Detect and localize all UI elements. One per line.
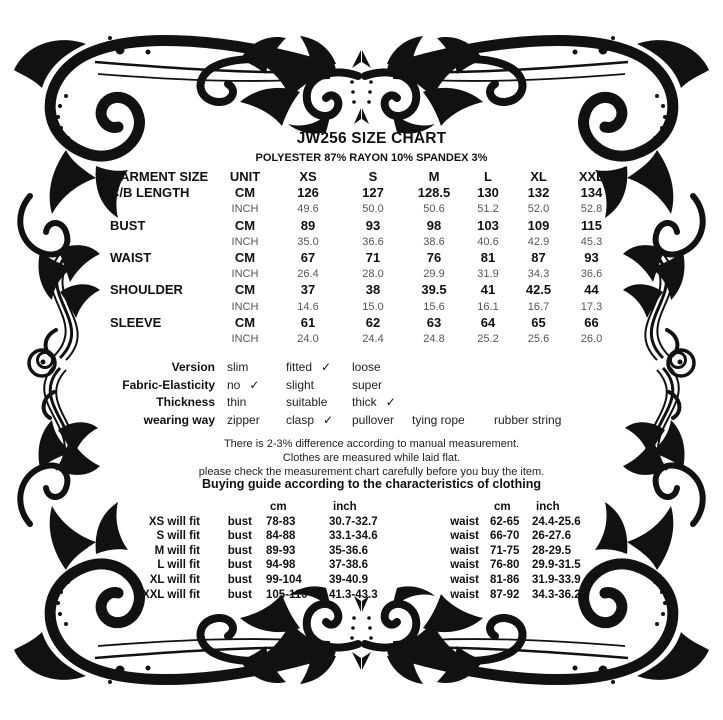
measure-label: SHOULDER	[110, 282, 183, 298]
attribute-option: fitted ✓	[286, 360, 332, 374]
value-cell: 66-70	[490, 530, 520, 543]
attribute-option: no ✓	[227, 377, 260, 392]
buying-guide-row	[140, 588, 621, 603]
part-label: waist	[450, 530, 479, 543]
attribute-option: zipper	[227, 412, 260, 427]
value-cell: 30.7-32.7	[329, 515, 378, 528]
value-cell: 31.9	[477, 268, 499, 281]
value-cell: 24.4	[362, 333, 384, 346]
column-header: inch	[536, 501, 560, 513]
value-cell: 26.4	[297, 268, 319, 281]
value-cell: 40.6	[477, 235, 499, 248]
value-cell: 15.0	[362, 300, 384, 313]
column-header: S	[368, 169, 378, 184]
unit-cell: CM	[234, 250, 256, 266]
checkmark-icon: ✓	[323, 412, 334, 427]
column-header: UNIT	[229, 169, 261, 184]
attribute-option: thin	[227, 395, 247, 409]
value-cell: 44	[584, 282, 599, 298]
value-cell: 132	[527, 185, 550, 201]
buying-guide-row	[140, 558, 621, 573]
table-row	[110, 266, 619, 282]
measure-label: WAIST	[110, 250, 152, 266]
part-label: waist	[450, 515, 479, 528]
value-cell: 76-80	[490, 559, 520, 572]
unit-cell: INCH	[231, 333, 259, 346]
attribute-option: slim	[227, 360, 249, 374]
value-cell: 81	[480, 250, 496, 266]
value-cell: 42.5	[525, 282, 552, 298]
value-cell: 35-36.6	[329, 544, 369, 557]
measure-label	[110, 201, 215, 217]
value-cell: 38	[365, 282, 381, 298]
value-cell: 81-86	[490, 573, 520, 586]
attribute-option: super	[352, 377, 383, 392]
buying-guide-row	[140, 529, 621, 544]
page-title: JW256 SIZE CHART	[296, 130, 447, 147]
part-label: bust	[227, 530, 252, 543]
buying-guide-row	[140, 515, 621, 530]
table-row	[110, 201, 619, 217]
table-row	[110, 299, 619, 315]
value-cell: 28.0	[362, 268, 384, 281]
size-fit-label: L will fit	[157, 559, 200, 572]
value-cell: 50.6	[423, 203, 445, 216]
value-cell: 38.6	[423, 235, 445, 248]
column-header: GARMENT SIZE	[110, 169, 209, 184]
size-fit-label: XL will fit	[149, 573, 200, 586]
table-row	[110, 185, 619, 201]
table-row	[110, 331, 619, 347]
value-cell: 37-38.6	[329, 559, 369, 572]
part-label: bust	[227, 573, 252, 586]
value-cell: 89-93	[266, 544, 296, 557]
note-line: There is 2-3% difference according to manual measurement.	[223, 438, 520, 450]
attribute-option: pullover	[352, 412, 395, 427]
value-cell: 87-92	[490, 588, 520, 601]
attribute-row-wearing-way	[98, 412, 592, 430]
fabric-composition: POLYESTER 87% RAYON 10% SPANDEX 3%	[255, 152, 488, 164]
value-cell: 51.2	[477, 203, 499, 216]
part-label: waist	[450, 559, 479, 572]
size-fit-label: XS will fit	[148, 515, 200, 528]
value-cell: 62	[365, 314, 381, 330]
value-cell: 28-29.5	[532, 544, 572, 557]
attribute-option: loose	[352, 360, 381, 374]
checkmark-icon: ✓	[321, 360, 332, 374]
buying-guide-row	[140, 573, 621, 588]
value-cell: 50.0	[362, 203, 384, 216]
value-cell: 41.3-43.3	[329, 588, 378, 601]
part-label: waist	[450, 588, 479, 601]
value-cell: 94-98	[266, 559, 296, 572]
value-cell: 34.3-36.2	[532, 588, 581, 601]
value-cell: 63	[426, 314, 442, 330]
value-cell: 39-40.9	[329, 573, 369, 586]
value-cell: 65	[531, 314, 546, 330]
part-label: bust	[227, 559, 252, 572]
value-cell: 33.1-34.6	[329, 530, 378, 543]
table-row	[110, 234, 619, 250]
attribute-option: thick ✓	[352, 395, 396, 409]
unit-cell: CM	[234, 185, 256, 201]
table-row	[110, 282, 619, 298]
value-cell: 17.3	[580, 300, 603, 313]
attribute-row-elasticity	[98, 377, 592, 395]
column-header: L	[484, 169, 492, 184]
measure-label: BUST	[110, 217, 146, 233]
column-header: inch	[333, 501, 357, 513]
value-cell: 71-75	[490, 544, 520, 557]
note-line: please check the measurement chart carefully before you buy the item.	[198, 466, 545, 478]
attribute-option: slight	[286, 377, 315, 392]
attribute-row-thickness	[98, 394, 592, 412]
size-fit-label: M will fit	[154, 544, 200, 557]
part-label: bust	[227, 515, 252, 528]
value-cell: 34.3	[527, 268, 550, 281]
checkmark-icon: ✓	[249, 377, 260, 392]
table-row	[110, 315, 619, 331]
value-cell: 41	[480, 282, 496, 298]
value-cell: 109	[527, 217, 550, 233]
value-cell: 42.9	[527, 235, 550, 248]
size-measurement-table	[110, 169, 619, 347]
table-row	[110, 218, 619, 234]
value-cell: 29.9-31.5	[532, 559, 581, 572]
measure-label	[110, 266, 215, 282]
checkmark-icon: ✓	[385, 395, 396, 409]
value-cell: 25.6	[527, 333, 550, 346]
value-cell: 16.7	[527, 300, 550, 313]
column-header: XL	[530, 169, 547, 184]
column-header: XXL	[578, 169, 605, 184]
value-cell: 71	[365, 250, 381, 266]
attribute-row-version	[98, 359, 592, 377]
column-header: cm	[270, 501, 287, 513]
value-cell: 37	[300, 282, 316, 298]
unit-cell: CM	[234, 282, 256, 298]
part-label: waist	[450, 573, 479, 586]
value-cell: 25.2	[477, 333, 499, 346]
value-cell: 31.9-33.9	[532, 573, 581, 586]
value-cell: 66	[584, 314, 599, 330]
value-cell: 89	[300, 217, 316, 233]
value-cell: 36.6	[362, 235, 384, 248]
value-cell: 128.5	[417, 185, 451, 201]
part-label: waist	[450, 544, 479, 557]
table-row	[110, 250, 619, 266]
value-cell: 15.6	[423, 300, 445, 313]
attribute-option: tying rope	[412, 412, 465, 427]
part-label: bust	[227, 588, 252, 601]
buying-guide-header-row	[140, 500, 621, 515]
value-cell: 127	[362, 185, 384, 201]
unit-cell: INCH	[231, 268, 259, 281]
value-cell: 115	[581, 217, 602, 233]
buying-guide-table	[140, 500, 621, 602]
measure-label	[110, 234, 215, 250]
attribute-option: clasp ✓	[286, 412, 334, 427]
measure-label: C/B LENGTH	[110, 185, 190, 201]
value-cell: 99-104	[266, 573, 302, 586]
value-cell: 76	[426, 250, 442, 266]
measure-label	[110, 299, 215, 315]
unit-cell: CM	[234, 314, 256, 330]
value-cell: 26.0	[580, 333, 603, 346]
value-cell: 87	[531, 250, 546, 266]
value-cell: 24.4-25.6	[532, 515, 581, 528]
unit-cell: INCH	[231, 235, 259, 248]
value-cell: 14.6	[297, 300, 319, 313]
unit-cell: CM	[234, 217, 256, 233]
measure-label: SLEEVE	[110, 314, 162, 330]
measure-label	[110, 331, 215, 347]
value-cell: 130	[477, 185, 499, 201]
value-cell: 49.6	[297, 203, 319, 216]
value-cell: 78-83	[266, 515, 296, 528]
value-cell: 24.0	[297, 333, 319, 346]
value-cell: 16.1	[477, 300, 499, 313]
value-cell: 26-27.6	[532, 530, 572, 543]
attribute-label: Fabric-Elasticity	[122, 377, 215, 392]
column-header: cm	[494, 501, 511, 513]
size-fit-label: XXL will fit	[142, 588, 200, 601]
value-cell: 61	[300, 314, 316, 330]
column-header: M	[428, 169, 440, 184]
value-cell: 45.3	[580, 235, 603, 248]
value-cell: 29.9	[423, 268, 445, 281]
part-label: bust	[227, 544, 252, 557]
value-cell: 134	[580, 185, 603, 201]
value-cell: 67	[300, 250, 316, 266]
garment-attributes-table	[98, 359, 592, 429]
buying-guide-heading: Buying guide according to the characteristics of clothing	[202, 477, 541, 491]
value-cell: 39.5	[421, 282, 447, 298]
value-cell: 52.8	[580, 203, 603, 216]
note-line: Clothes are measured while laid flat.	[282, 452, 461, 464]
buying-guide-row	[140, 544, 621, 559]
size-fit-label: S will fit	[156, 530, 200, 543]
value-cell: 84-88	[266, 530, 296, 543]
value-cell: 93	[584, 250, 599, 266]
attribute-option: rubber string	[494, 412, 562, 427]
column-header: XS	[299, 169, 317, 184]
attribute-label: Version	[171, 360, 215, 374]
value-cell: 93	[365, 217, 381, 233]
unit-cell: INCH	[231, 203, 259, 216]
value-cell: 36.6	[580, 268, 603, 281]
attribute-label: Thickness	[156, 395, 215, 409]
value-cell: 103	[477, 217, 499, 233]
value-cell: 126	[297, 185, 319, 201]
value-cell: 64	[480, 314, 496, 330]
attribute-option: suitable	[286, 395, 328, 409]
value-cell: 62-65	[490, 515, 520, 528]
value-cell: 105-110	[266, 588, 308, 601]
value-cell: 35.0	[297, 235, 319, 248]
attribute-label: wearing way	[143, 412, 215, 427]
value-cell: 52.0	[527, 203, 550, 216]
value-cell: 98	[426, 217, 442, 233]
size-table-header-row	[110, 169, 619, 185]
value-cell: 24.8	[423, 333, 445, 346]
unit-cell: INCH	[231, 300, 259, 313]
